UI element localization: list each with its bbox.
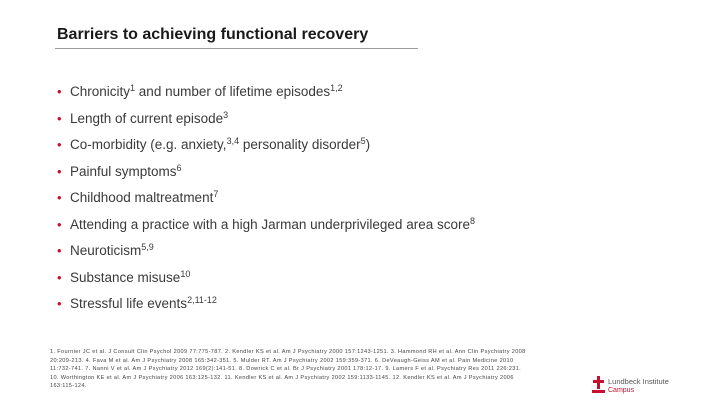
citation-sup: 7 xyxy=(213,189,219,199)
lundbeck-logo-icon xyxy=(592,376,605,394)
bullet-marker: • xyxy=(57,163,62,179)
bullet-text: and number of lifetime episodes xyxy=(135,84,331,99)
logo-name: Lundbeck Institute xyxy=(608,377,669,386)
bullet-text: Stressful life events xyxy=(70,296,188,311)
bullet-marker: • xyxy=(57,84,62,99)
bullet-text: Co-morbidity (e.g. anxiety, xyxy=(70,137,227,152)
bullet-text: Length of current episode xyxy=(70,110,224,126)
bullet-marker: • xyxy=(57,296,62,311)
title-divider xyxy=(55,48,418,49)
citation-sup: 1,2 xyxy=(330,83,343,93)
references-footnote: 1. Fournier JC et al. J Consult Clin Psychol 2009 77:775-787. 2. Kendler KS et al. Am J Psychiatry 2000 157:1243-1251. 3. Hammond RH et al. Ann Clin Psychiatry 2008 20:209-213. 4. Fava M et al. Am J Psychiatry 2008 165:342-351. 5. Mulder RT. Am J Psychiatry 2002 159:359-371. 6. DeVeaugh-Geiss AM et al. Pain Medicine 2010 11:732-741. 7. Nanni V et al. Am J Psychiatry 2012 169(2):141-51. 8. Dowrick C et al. Br J Psychiatry 2001 178:12-17. 9. Lamers F et al. Psychiatry Res 2011 226:231. 10. Worthington KE et al. Am J Psychiatry 2006 163:125-132. 11. Kendler KS et al. Am J Psychiatry 2002 159:1133-1145. 12. Kendler KS et al. Am J Psychiatry 2006 163:115-124. xyxy=(50,349,526,390)
bullet-text: Painful symptoms xyxy=(70,163,177,179)
bullet-item xyxy=(57,217,475,244)
bullet-item xyxy=(57,111,475,138)
bullet-marker: • xyxy=(57,243,62,258)
citation-sup: 1 xyxy=(130,83,136,93)
bullet-text: Chronicity xyxy=(70,84,131,99)
bullet-item xyxy=(57,270,475,297)
citation-sup: 3 xyxy=(223,109,229,120)
bullet-item xyxy=(57,190,475,217)
citation-sup: 2,11-12 xyxy=(187,295,217,305)
bullet-list xyxy=(57,84,475,323)
bullet-text: Childhood maltreatment xyxy=(70,190,214,205)
citation-sup: 5 xyxy=(360,136,366,146)
logo-subtitle: Campus xyxy=(608,387,635,394)
citation-sup: 3,4 xyxy=(226,136,240,146)
bullet-item xyxy=(57,84,475,111)
bullet-marker: • xyxy=(57,216,62,232)
bullet-item xyxy=(57,164,475,191)
bullet-marker: • xyxy=(57,137,62,152)
bullet-text: Substance misuse xyxy=(70,269,181,285)
citation-sup: 5,9 xyxy=(141,242,154,252)
citation-sup: 10 xyxy=(180,268,191,279)
bullet-text: Attending a practice with a high Jarman underprivileged area score xyxy=(70,216,470,232)
bullet-marker: • xyxy=(57,269,62,285)
bullet-text: ) xyxy=(365,137,371,152)
bullet-text: Neuroticism xyxy=(70,243,142,258)
citation-sup: 6 xyxy=(176,162,182,173)
citation-sup: 8 xyxy=(469,215,475,226)
bullet-text: personality disorder xyxy=(239,137,361,152)
bullet-item xyxy=(57,296,475,323)
bullet-marker: • xyxy=(57,190,62,205)
bullet-marker: • xyxy=(57,110,62,126)
bullet-item xyxy=(57,137,475,164)
slide-title: Barriers to achieving functional recovery xyxy=(57,26,369,43)
bullet-item xyxy=(57,243,475,270)
